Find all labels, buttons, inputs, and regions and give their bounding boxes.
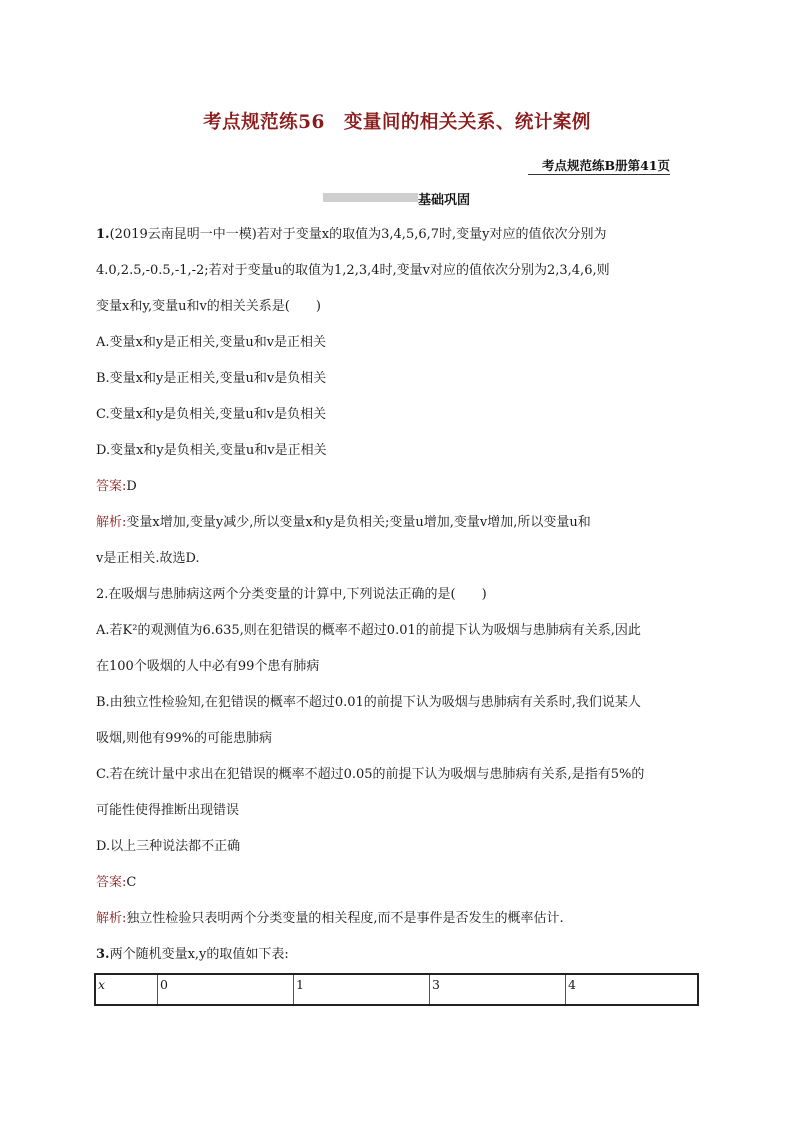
- q3-stem-text: 两个随机变量x,y的取值如下表:: [109, 947, 289, 962]
- page-title: 考点规范练56 变量间的相关关系、统计案例: [203, 112, 591, 133]
- q2-option-a-line-2: 在100个吸烟的人中必有99个患有肺病: [96, 659, 320, 674]
- page-reference: 考点规范练B册第41页: [528, 156, 670, 175]
- q1-option-a: A.变量x和y是正相关,变量u和v是正相关: [96, 335, 327, 350]
- q2-option-d: D.以上三种说法都不正确: [96, 839, 241, 854]
- q1-answer-value: D: [126, 479, 137, 494]
- q1-option-b: B.变量x和y是正相关,变量u和v是负相关: [96, 371, 327, 386]
- q1-line-3: 变量x和y,变量u和v的相关关系是( ): [96, 299, 321, 314]
- q2-analysis-key: 解析:: [96, 911, 127, 926]
- q1-analysis-line-2: v是正相关.故选D.: [96, 551, 200, 566]
- table-cell: 3: [430, 974, 566, 1005]
- q3-stem: [96, 946, 716, 964]
- q1-option-c: C.变量x和y是负相关,变量u和v是负相关: [96, 407, 327, 422]
- q1-analysis-line-1: [96, 514, 716, 532]
- section-label: 基础巩固: [418, 193, 471, 208]
- q2-answer: [96, 874, 716, 892]
- q1-answer-key: 答案:: [96, 479, 127, 494]
- q2-analysis-text: 独立性检验只表明两个分类变量的相关程度,而不是事件是否发生的概率估计.: [126, 911, 564, 926]
- q1-line-1: [96, 226, 716, 244]
- q1-text-1: (2019云南昆明一中一模)若对于变量x的取值为3,4,5,6,7时,变量y对应的值依次分别为: [109, 227, 607, 242]
- q2-number: 2.: [96, 587, 109, 602]
- q2-option-b-line-1: B.由独立性检验知,在犯错误的概率不超过0.01的前提下认为吸烟与患肺病有关系时,我们说某人: [96, 695, 641, 710]
- q1-analysis-key: 解析:: [96, 515, 127, 530]
- q2-stem: [96, 586, 716, 604]
- section-bar: [323, 193, 418, 202]
- q2-answer-key: 答案:: [96, 875, 127, 890]
- table-row: [95, 974, 698, 1005]
- q2-answer-value: C: [126, 875, 137, 890]
- table-cell: 4: [566, 974, 699, 1005]
- q1-analysis-text-1: 变量x增加,变量y减少,所以变量x和y是负相关;变量u增加,变量v增加,所以变量u和: [126, 515, 591, 530]
- q3-number: 3.: [96, 947, 110, 962]
- q2-stem-text: 在吸烟与患肺病这两个分类变量的计算中,下列说法正确的是( ): [108, 587, 487, 602]
- q2-option-c-line-2: 可能性使得推断出现错误: [96, 803, 240, 818]
- q2-option-c-line-1: C.若在统计量中求出在犯错误的概率不超过0.05的前提下认为吸烟与患肺病有关系,是指有5%的: [96, 767, 645, 782]
- table-cell: 1: [294, 974, 430, 1005]
- q3-value-table: [94, 973, 699, 1006]
- q2-option-a-line-1: A.若K²的观测值为6.635,则在犯错误的概率不超过0.01的前提下认为吸烟与患肺病有关系,因此: [96, 623, 641, 638]
- table-cell: 0: [158, 974, 294, 1005]
- q1-option-d: D.变量x和y是负相关,变量u和v是正相关: [96, 443, 327, 458]
- q1-number: 1.: [96, 227, 110, 242]
- table-row-header: x: [95, 974, 158, 1005]
- q2-option-b-line-2: 吸烟,则他有99%的可能患肺病: [96, 731, 273, 746]
- q1-line-2: 4.0,2.5,-0.5,-1,-2;若对于变量u的取值为1,2,3,4时,变量v对应的值依次分别为2,3,4,6,则: [96, 263, 610, 278]
- q2-analysis: [96, 910, 716, 928]
- q1-answer: [96, 478, 716, 496]
